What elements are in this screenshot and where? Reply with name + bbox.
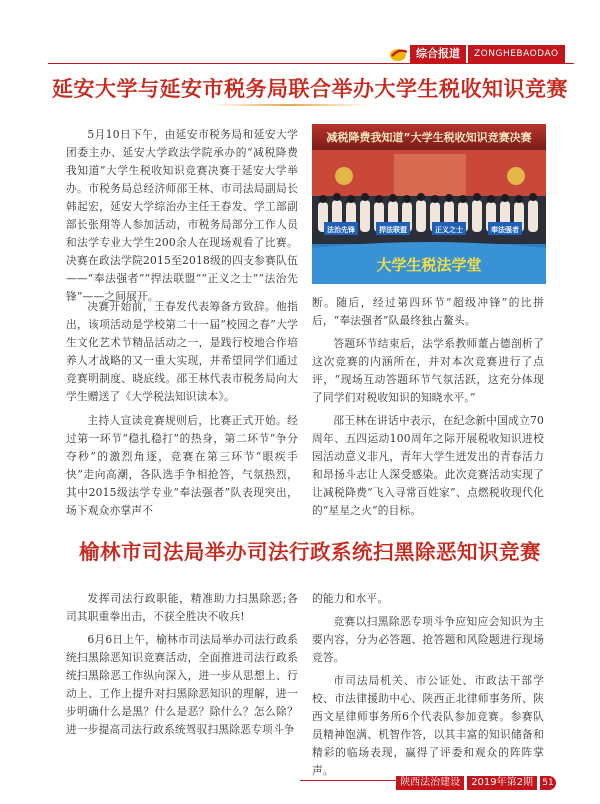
- paragraph: 市司法局机关、市公证处、市政法干部学校、市法律援助中心、陕西正北律师事务所、陕西文星律师事务所6个代表队参加竞赛。参赛队员精神饱满、机智作答，以其丰富的知识储备和精彩的临场表现，赢得了评委和观众的阵阵掌声。: [312, 674, 544, 777]
- issue-label: 2019年第2期: [467, 776, 537, 790]
- photo-banner: 减税降费我知道”大学生税收知识竞赛决赛: [326, 131, 532, 144]
- article-column: [66, 126, 298, 306]
- photo-sign: 正义之士: [435, 226, 463, 234]
- photo-caption-text: 大学生税法学堂: [376, 256, 482, 274]
- paragraph: 的能力和水平。: [312, 592, 389, 605]
- section-title: 综合报道: [410, 45, 466, 63]
- header-divider: [48, 63, 574, 64]
- photo-sign: 捍法联盟: [379, 226, 407, 234]
- paragraph: 决赛开始前，王春发代表筹备方致辞。他指出，该项活动是学校第二十一届“校园之春”大学生文化艺术节精品活动之一，是践行校地合作培养人才战略的又一重大实现，并希望同学们通过竞赛明制度、晓底线。邵王林代表市税务局向大学生赠送了《大学税法知识读本》。: [66, 300, 298, 403]
- publication-name: 陕西法治建设: [396, 776, 464, 790]
- article-title: 延安大学与延安市税务局联合举办大学生税收知识竞赛: [52, 77, 568, 101]
- paragraph: 竞赛以扫黑除恶专项斗争应知应会知识为主要内容，分为必答题、抢答题和风险题进行现场竞答。: [312, 615, 544, 664]
- paragraph: 发挥司法行政职能，精准助力扫黑除恶;各司其职重拳出击，不获全胜决不收兵!: [66, 592, 298, 623]
- photo-sign: 奉法强者: [491, 226, 519, 234]
- article-column: [312, 294, 544, 520]
- article-column: [312, 590, 544, 780]
- section-tag: [388, 45, 565, 63]
- article-column: [66, 298, 298, 520]
- section-title-pinyin: ZONGHEBAODAO: [468, 45, 565, 63]
- title-underline: [210, 104, 370, 106]
- article-column: [66, 590, 298, 739]
- photo-sign: 法治先锋: [327, 226, 355, 234]
- paragraph: 断。随后，经过第四环节“超级冲锋”的比拼后，“奉法强者”队最终独占鳌头。: [312, 296, 544, 327]
- event-photo: [312, 124, 546, 284]
- page-footer: [396, 776, 556, 790]
- paragraph: 答题环节结束后，法学系教师董占德剖析了这次竞赛的内涵所在，并对本次竞赛进行了点评，“现场互动答题环节气氛活跃，这充分体现了同学们对税收知识的知晓水平。”: [312, 337, 544, 404]
- paragraph: 主持人宣读竞赛规则后，比赛正式开始。经过第一环节“稳扎稳打”的热身，第二环节“争分夺秒”的激烈角逐，竞赛在第三环节“眼疾手快”走向高潮，各队选手争相抢答，气氛热烈，其中2015级法学专业“奉法强者”队表现突出，场下观众亦掌声不: [66, 414, 298, 517]
- page-number: 51: [540, 776, 556, 790]
- paragraph: 6月6日上午，榆林市司法局举办司法行政系统扫黑除恶知识竞赛活动，全面推进司法行政系统扫黑除恶工作纵向深入，进一步从思想上、行动上、工作上提升对扫黑除恶知识的理解，进一步明确什么是黑？什么是恶？除什么？怎么除？进一步提高司法行政系统驾驭扫黑除恶专项斗争: [66, 633, 298, 736]
- paragraph: 5月10日下午，由延安市税务局和延安大学团委主办、延安大学政法学院承办的“减税降费我知道”大学生税收知识竞赛决赛于延安大学举办。市税务局总经济师邵王林、市司法局副局长韩起宏，延安大学综治办主任王春发、学工部副部长张翔等人参加活动，市税务局部分工作人员和法学专业大学生200余人在现场观看了比赛。决赛在政法学院2015至2018级的四支参赛队伍——“奉法强者”“捍法联盟”“正义之士”“法治先锋”——之间展开。: [66, 128, 298, 303]
- article-title: 榆林市司法局举办司法行政系统扫黑除恶知识竞赛: [79, 540, 541, 564]
- emblem-icon: [388, 45, 410, 63]
- paragraph: 邵王林在讲话中表示，在纪念新中国成立70周年、五四运动100周年之际开展税收知识进校园活动意义非凡，青年大学生迸发出的青春活力和昂扬斗志让人深受感染。此次竞赛活动实现了让减税降费“飞入寻常百姓家”、点燃税收现代化的“星星之火”的目标。: [312, 414, 544, 517]
